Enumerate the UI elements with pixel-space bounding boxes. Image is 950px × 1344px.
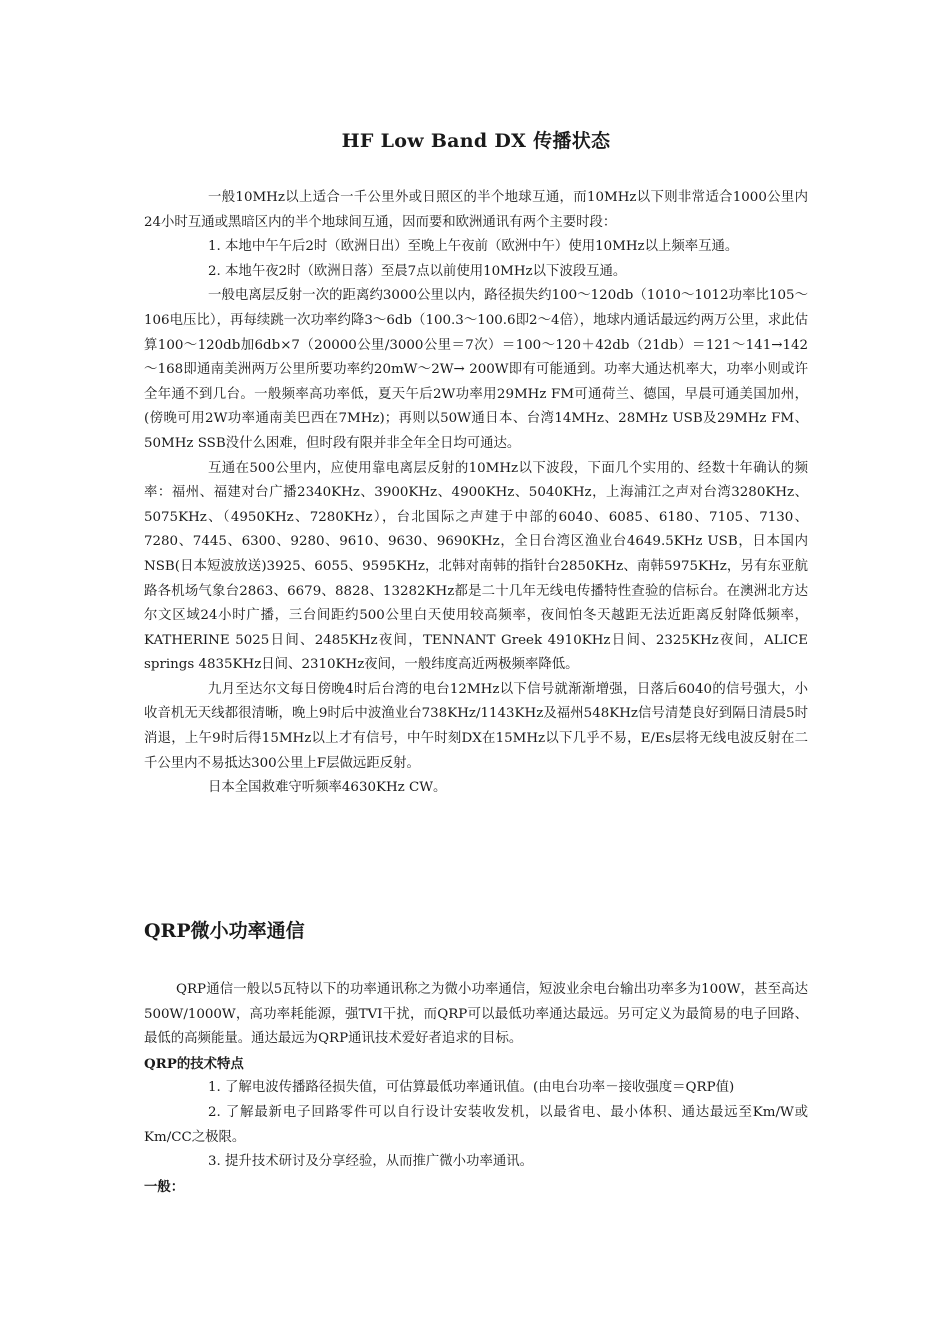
paragraph: 互通在500公里内，应使用靠电离层反射的10MHz以下波段，下面几个实用的、经数十年确认的频率：福州、福建对台广播2340KHz、3900KHz、4900KHz、5040KHz，上海浦江之声对台湾3280KHz、5075KHz、（4950KHz、7280KHz），台北国际之声建于中部的6040、6085、6180、7105、7130、7280、7445、6300、9280、9610、9630、9690KHz，全日台湾区渔业台4649.5KHz USB，日本国内NSB(日本短波放送)3925、6055、9595KHz，北韩对南韩的指针台2850KHz、南韩5975KHz，另有东亚航路各机场气象台2863、6679、8828、13282KHz都是二十几年无线电传播特性查验的信标台。在澳洲北方达尔文区域24小时广播，三台间距约500公里白天使用较高频率，夜间怕冬天越距无法近距离反射降低频率，KATHERINE 5025日间、2485KHz夜间，TENNANT Greek 4910KHz日间、2325KHz夜间，ALICE springs 4835KHz日间、2310KHz夜间，一般纬度高近两极频率降低。 xyxy=(144,460,808,673)
propagation-section xyxy=(144,186,808,801)
qrp-section xyxy=(144,978,808,1199)
list-item: 1. 本地中午午后2时（欧洲日出）至晚上午夜前（欧洲中午）使用10MHz以上频率互通。 xyxy=(208,239,739,255)
list-item: 1. 了解电波传播路径损失值，可估算最低功率通讯值。(由电台功率－接收强度＝QRP值) xyxy=(208,1080,735,1096)
paragraph: 一般电离层反射一次的距离约3000公里以内，路径损失约100～120db（1010～1012功率比105～106电压比），再每续跳一次功率约降3～6db（100.3～100.6即2～4倍），地球内通话最远约两万公里，求此估算100～120db加6db×7（20000公里/3000公里＝7次）＝100～120＋42db（21db）＝121～141→142～168即通南美洲两万公里所要功率约20mW～2W→ 200W即有可能通到。功率大通达机率大，功率小则或许全年通不到几台。一般频率高功率低，夏天午后2W功率用29MHz FM可通荷兰、德国，早晨可通美国加州，(傍晚可用2W功率通南美巴西在7MHz)；再则以50W通日本、台湾14MHz、28MHz USB及29MHz FM、50MHz SSB没什么困难，但时段有限并非全年全日均可通达。 xyxy=(144,288,808,451)
section-heading: QRP微小功率通信 xyxy=(144,920,305,942)
subheading: 一般： xyxy=(144,1178,185,1195)
page-title: HF Low Band DX 传播状态 xyxy=(341,130,611,152)
subheading: QRP的技术特点 xyxy=(144,1055,244,1072)
paragraph: 一般10MHz以上适合一千公里外或日照区的半个地球互通，而10MHz以下则非常适合1000公里内24小时互通或黑暗区内的半个地球间互通，因而要和欧洲通讯有两个主要时段： xyxy=(144,190,808,230)
paragraph: 日本全国救难守听频率4630KHz CW。 xyxy=(208,780,447,796)
list-item: 2. 本地午夜2时（欧洲日落）至晨7点以前使用10MHz以下波段互通。 xyxy=(208,263,627,279)
list-item: 2. 了解最新电子回路零件可以自行设计安装收发机，以最省电、最小体积、通达最远至Km/W或Km/CC之极限。 xyxy=(144,1104,808,1145)
paragraph: QRP通信一般以5瓦特以下的功率通讯称之为微小功率通信，短波业余电台输出功率多为100W，甚至高达500W/1000W，高功率耗能源，强TVI干扰，而QRP可以最低功率通达最远。另可定义为最简易的电子回路、最低的高频能量。通达最远为QRP通讯技术爱好者追求的目标。 xyxy=(144,982,808,1047)
list-item: 3. 提升技术研讨及分享经验，从而推广微小功率通讯。 xyxy=(208,1154,534,1170)
paragraph: 九月至达尔文每日傍晚4时后台湾的电台12MHz以下信号就渐渐增强，日落后6040的信号强大，小收音机无天线都很清晰，晚上9时后中波渔业台738KHz/1143KHz及福州548KHz信号清楚良好到隔日清晨5时消退，上午9时后得15MHz以上才有信号，中午时刻DX在15MHz以下几乎不易，E/Es层将无线电波反射在二千公里内不易抵达300公里上F层做远距反射。 xyxy=(144,681,808,771)
